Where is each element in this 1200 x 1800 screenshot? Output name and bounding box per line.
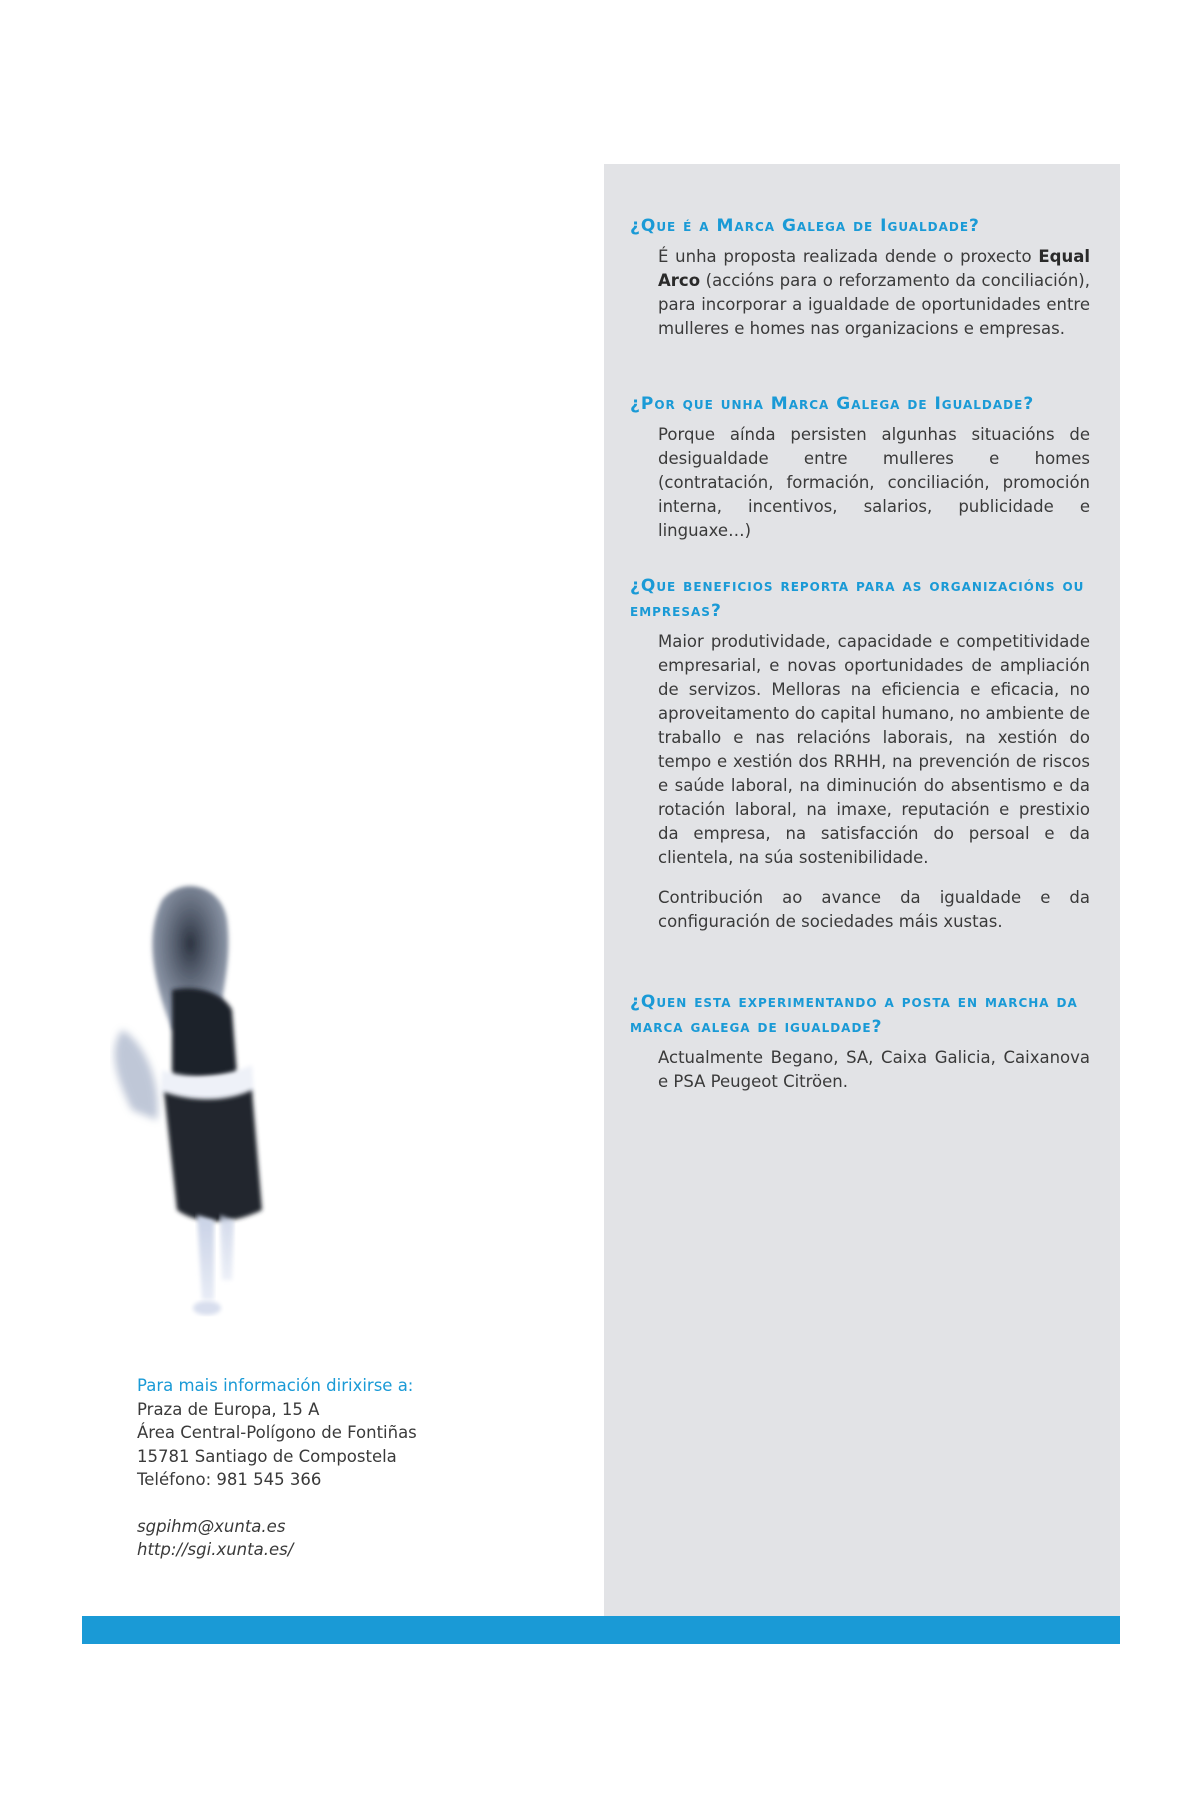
question-heading: ¿Que é a Marca Galega de Igualdade?	[630, 216, 980, 236]
answer-text: Maior produtividade, capacidade e competitividade empresarial, e novas oportunidades de ampliación de servizos. Melloras na eficiencia e eficacia, no aproveitamento do capital humano, no ambiente de traballo e nas relacións laborais, na xestión do tempo e xestión dos RRHH, na prevención de riscos e saúde laboral, na diminución do absentismo e da rotación laboral, na imaxe, reputación e prestixio da empresa, na satisfacción do persoal e da clientela, na súa sostenibilidade.	[658, 632, 1090, 867]
contact-block	[137, 1374, 537, 1562]
address-line: Praza de Europa, 15 A	[137, 1399, 320, 1419]
girl-walking-photo	[102, 880, 292, 1330]
address-line: Área Central-Polígono de Fontiñas	[137, 1423, 417, 1442]
question-heading: ¿Quen esta experimentando a posta en marcha da marca galega de igualdade?	[630, 992, 1078, 1037]
question-heading: ¿Por que unha Marca Galega de Igualdade?	[630, 394, 1035, 414]
address-line: 15781 Santiago de Compostela	[137, 1446, 397, 1466]
website-link[interactable]: http://sgi.xunta.es/	[137, 1540, 294, 1559]
answer-text	[658, 245, 1090, 341]
question-heading: ¿Que beneficios reporta para as organizacións ou empresas?	[630, 576, 1085, 621]
answer-text: Actualmente Begano, SA, Caixa Galicia, Caixanova e PSA Peugeot Citröen.	[658, 1048, 1090, 1091]
answer-text: Porque aínda persisten algunhas situacións de desigualdade entre mulleres e homes (contratación, formación, conciliación, promoción interna, incentivos, salarios, publicidade e linguaxe…)	[658, 425, 1090, 540]
faq-section-who	[630, 990, 1090, 1094]
answer-text-secondary: Contribución ao avance da igualdade e da configuración de sociedades máis xustas.	[658, 888, 1090, 931]
faq-section-why	[630, 392, 1090, 543]
project-name: Equal Arco	[658, 247, 1090, 290]
faq-section-what	[630, 214, 1090, 341]
faq-section-benefits	[630, 574, 1090, 934]
phone-line: Teléfono: 981 545 366	[137, 1470, 322, 1489]
answer-text-end: (accións para o reforzamento da conciliación), para incorporar a igualdade de oportunidades entre mulleres e homes nas organizacions e empresas.	[658, 271, 1090, 338]
email-link[interactable]: sgpihm@xunta.es	[137, 1516, 286, 1536]
answer-text-start: É unha proposta realizada dende o proxecto	[658, 247, 1039, 266]
contact-lead: Para mais información dirixirse a:	[137, 1376, 414, 1395]
footer-bar	[82, 1616, 1120, 1644]
